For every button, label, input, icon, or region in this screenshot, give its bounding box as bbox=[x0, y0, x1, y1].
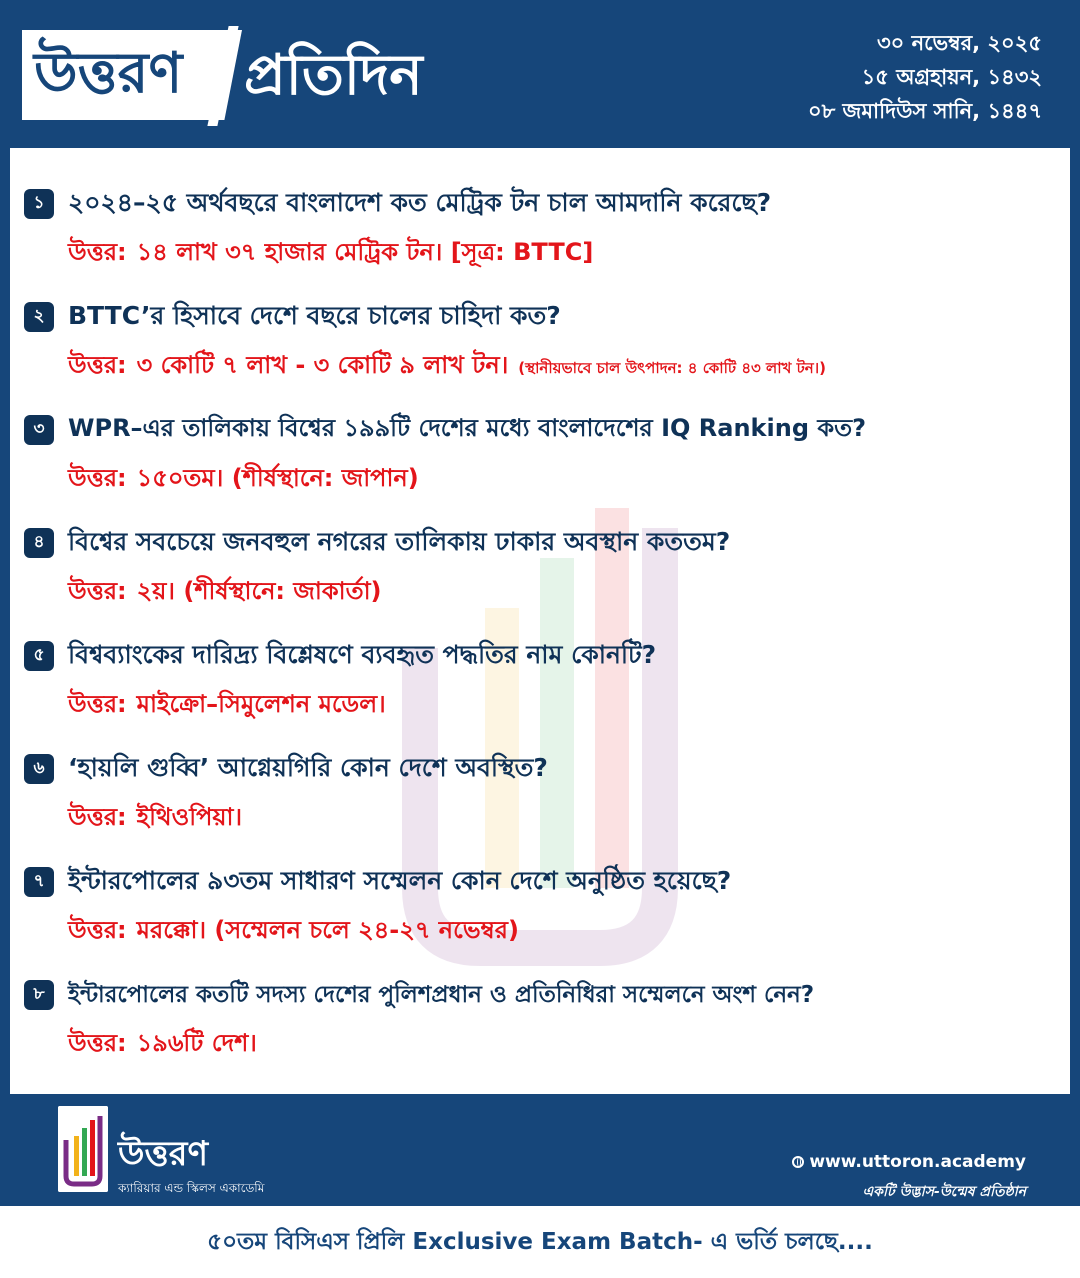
footer bbox=[0, 1094, 1080, 1206]
question-number-badge: ২ bbox=[24, 302, 54, 332]
qa-item bbox=[10, 287, 1070, 400]
answer-text: ইথিওপিয়া। bbox=[136, 803, 243, 831]
page-title: প্রতিদিন bbox=[244, 43, 423, 108]
answer-text: মাইক্রো–সিমুলেশন মডেল। bbox=[136, 690, 386, 718]
answer-label: উত্তর: bbox=[68, 351, 127, 379]
header-dates bbox=[808, 26, 1042, 128]
answer-label: উত্তর: bbox=[68, 577, 127, 605]
qa-item bbox=[10, 513, 1070, 626]
question-text: ‘হায়লি গুব্বি’ আগ্নেয়গিরি কোন দেশে অবস্থিত? bbox=[68, 752, 548, 782]
header-logo-word: উত্তরণ bbox=[34, 41, 183, 106]
answer-text: মরক্কো। (সম্মেলন চলে ২৪-২৭ নভেম্বর) bbox=[136, 916, 519, 944]
question-number-badge: ৮ bbox=[24, 980, 54, 1010]
answer-text: ১৪ লাখ ৩৭ হাজার মেট্রিক টন। [সূত্র: BTTC] bbox=[136, 238, 594, 266]
answer-label: উত্তর: bbox=[68, 803, 127, 831]
tagline: একটি উদ্ভাস-উন্মেষ প্রতিষ্ঠান bbox=[862, 1184, 1026, 1200]
question-text: ইন্টারপোলের কতটি সদস্য দেশের পুলিশপ্রধান ও প্রতিনিধিরা সম্মেলনে অংশ নেন? bbox=[68, 981, 815, 1008]
question-text: ইন্টারপোলের ৯৩তম সাধারণ সম্মেলন কোন দেশে অনুষ্ঠিত হয়েছে? bbox=[68, 865, 732, 895]
promo-banner bbox=[0, 1206, 1080, 1278]
date-gregorian: ৩০ নভেম্বর, ২০২৫ bbox=[876, 31, 1042, 55]
question-text: ২০২৪–২৫ অর্থবছরে বাংলাদেশ কত মেট্রিক টন চাল আমদানি করেছে? bbox=[68, 187, 772, 217]
question-text: বিশ্বের সবচেয়ে জনবহুল নগরের তালিকায় ঢাকার অবস্থান কততম? bbox=[68, 526, 731, 556]
answer-text: ১৫০তম। (শীর্ষস্থানে: জাপান) bbox=[136, 464, 419, 492]
website-text: www.uttoron.academy bbox=[809, 1152, 1026, 1172]
question-number-badge: ৩ bbox=[24, 415, 54, 445]
qa-item bbox=[10, 965, 1070, 1078]
brand-subtitle: ক্যারিয়ার এন্ড স্কিলস একাডেমি bbox=[118, 1181, 265, 1195]
qa-item bbox=[10, 400, 1070, 513]
answer-text: ৩ কোটি ৭ লাখ - ৩ কোটি ৯ লাখ টন। bbox=[136, 351, 509, 379]
date-hijri: ০৮ জমাদিউস সানি, ১৪৪৭ bbox=[807, 99, 1042, 123]
question-number-badge: ১ bbox=[24, 189, 54, 219]
answer-text: ২য়। (শীর্ষস্থানে: জাকার্তা) bbox=[136, 577, 382, 605]
qa-item bbox=[10, 626, 1070, 739]
brand-name: উত্তরণ bbox=[118, 1134, 209, 1174]
date-bengali: ১৫ অগ্রহায়ন, ১৪৩২ bbox=[861, 65, 1042, 89]
question-text: BTTC’র হিসাবে দেশে বছরে চালের চাহিদা কত? bbox=[68, 300, 561, 330]
answer-label: উত্তর: bbox=[68, 1029, 127, 1057]
answer-text: ১৯৬টি দেশ। bbox=[136, 1029, 257, 1057]
question-text: বিশ্বব্যাংকের দারিদ্র্য বিশ্লেষণে ব্যবহৃত পদ্ধতির নাম কোনটি? bbox=[68, 639, 657, 669]
answer-label: উত্তর: bbox=[68, 238, 127, 266]
website-link[interactable] bbox=[792, 1152, 1026, 1172]
question-text: WPR–এর তালিকায় বিশ্বের ১৯৯টি দেশের মধ্যে বাংলাদেশের IQ Ranking কত? bbox=[68, 414, 867, 442]
qa-item bbox=[10, 174, 1070, 287]
question-number-badge: ৪ bbox=[24, 528, 54, 558]
question-number-badge: ৭ bbox=[24, 867, 54, 897]
promo-banner-text: ৫০তম বিসিএস প্রিলি Exclusive Exam Batch- এ ভর্তি চলছে.... bbox=[207, 1228, 873, 1255]
question-number-badge: ৫ bbox=[24, 641, 54, 671]
qa-card bbox=[10, 148, 1070, 1094]
question-number-badge: ৬ bbox=[24, 754, 54, 784]
brand-logo-icon bbox=[58, 1106, 108, 1192]
qa-item bbox=[10, 852, 1070, 965]
answer-label: উত্তর: bbox=[68, 464, 127, 492]
answer-note: (স্থানীয়ভাবে চাল উৎপাদন: ৪ কোটি ৪৩ লাখ টন।) bbox=[518, 359, 826, 377]
answer-label: উত্তর: bbox=[68, 690, 127, 718]
globe-icon bbox=[792, 1156, 804, 1168]
header bbox=[0, 0, 1080, 148]
qa-list bbox=[10, 174, 1070, 1078]
answer-label: উত্তর: bbox=[68, 916, 127, 944]
qa-item bbox=[10, 739, 1070, 852]
